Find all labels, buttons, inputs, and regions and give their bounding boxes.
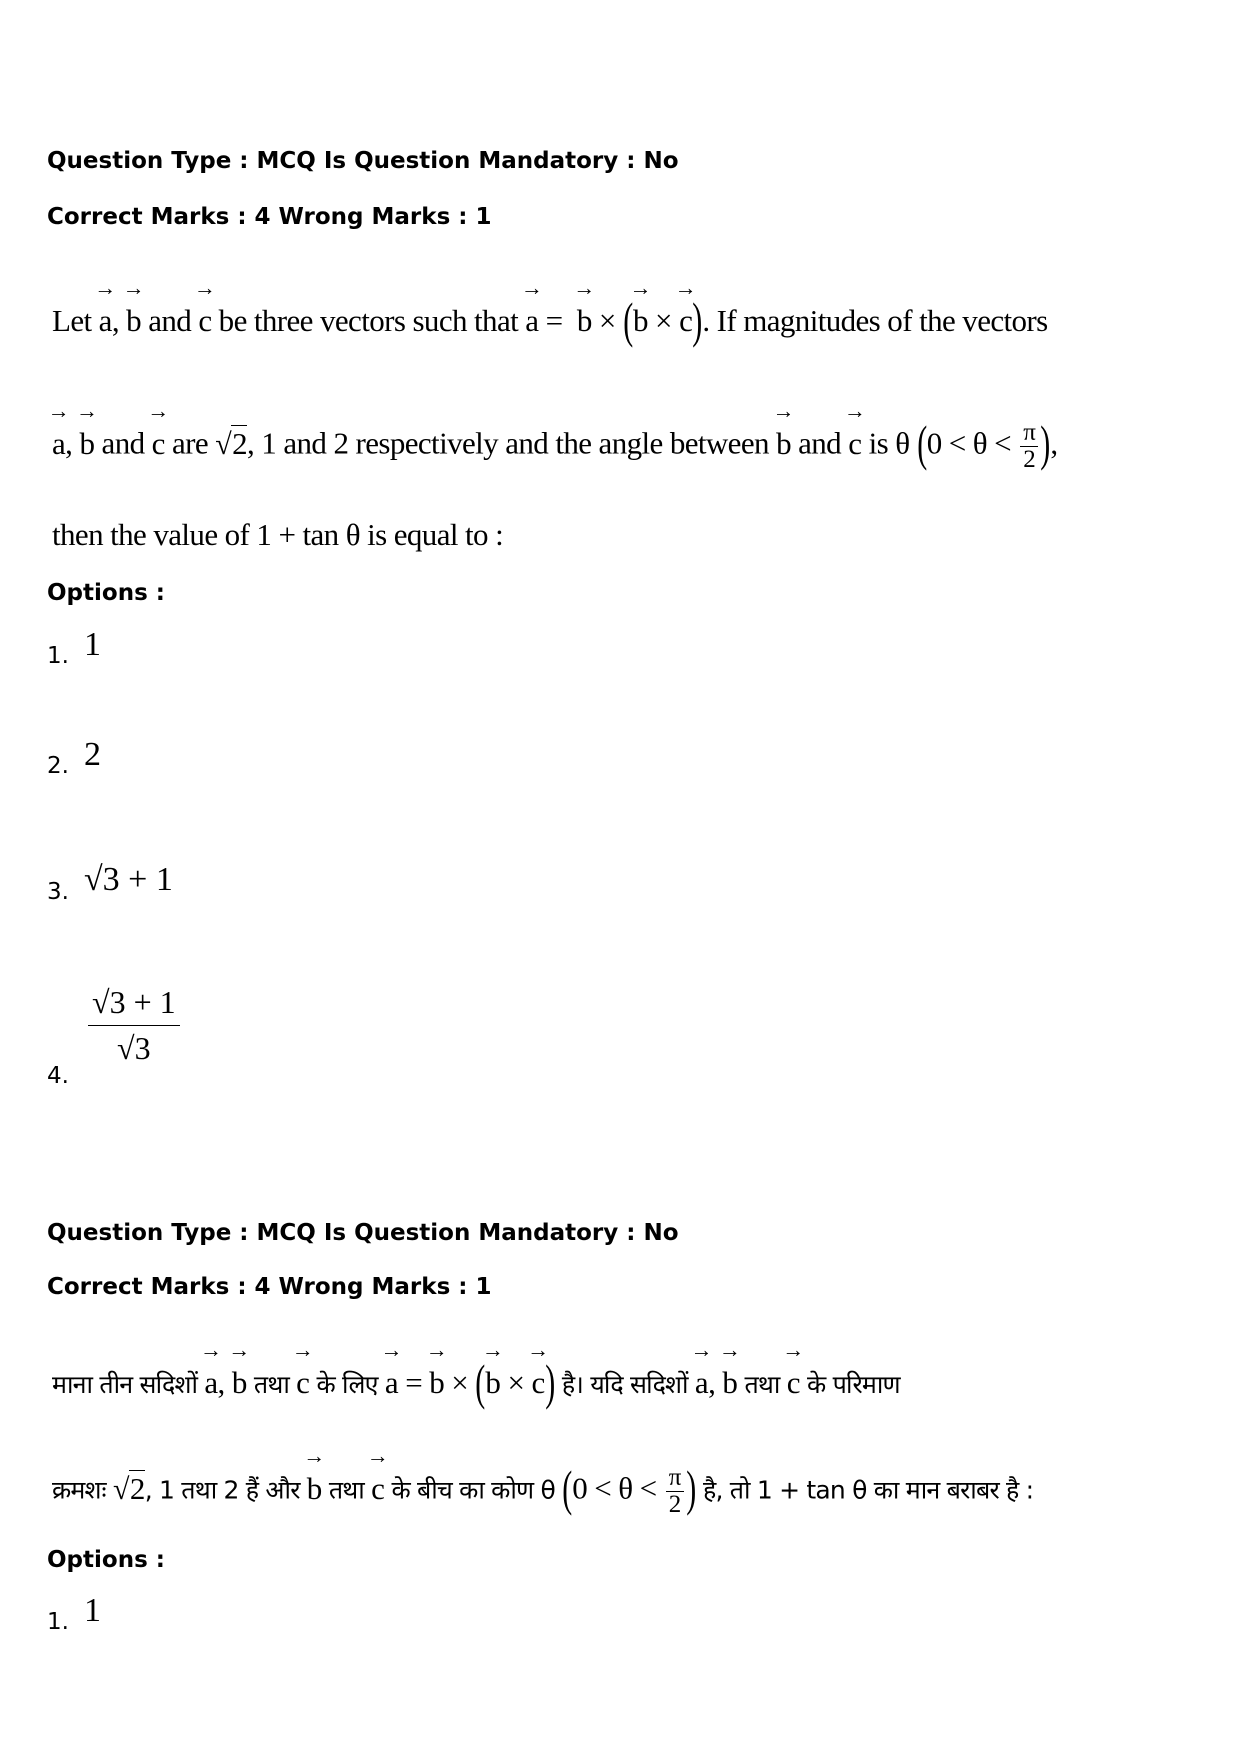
marks-header: Correct Marks : 4 Wrong Marks : 1 [47,204,492,230]
option-number: 3. [47,879,69,905]
option-value: √3 + 1 [84,861,173,898]
option-value: 1 [84,626,101,663]
sqrt-2: √2 [215,425,247,461]
vector-a: → a [99,301,112,341]
pi-over-2: $\frac{\pi}{2}$ [1020,420,1038,473]
vector-b: → b [126,301,141,341]
vector-c: → c [198,301,211,341]
option-number: 2. [47,753,69,779]
question-line-2-hindi: क्रमशः √2, 1 तथा 2 हैं और → b तथा → c के बीच का कोण θ (0 < θ < $\frac{\pi}{2}$ ) है, तो 1 + tan θ का मान बराबर है : [52,1465,1033,1518]
option-number: 4. [47,1063,69,1089]
question-line-1: Let → a, → b and → c be three vectors such that → a = → b × (→ b × → c). If magnitudes of the vectors [52,300,1048,341]
question-line-2: → a, → b and → c are √2, 1 and 2 respectively and the angle between → b and → c is θ (0 < θ < $\frac{\pi}{2}$ ), [52,420,1057,473]
option-fraction [88,984,180,1067]
options-label: Options : [47,1547,165,1573]
option-value: 1 [84,1592,101,1629]
question-line-1-hindi: माना तीन सदिशों → a, → b तथा → c के लिए → a = → b × (→ b × → c) है। यदि सदिशों → a, → b तथा → c के परिमाण [52,1362,900,1405]
question-line-3: then the value of 1 + tan θ is equal to : [52,517,504,552]
question-type-header: Question Type : MCQ Is Question Mandatory : No [47,1220,679,1246]
fraction-denominator: √3 [117,1030,151,1066]
option-number: 1. [47,1609,69,1635]
option-value: 2 [84,736,101,773]
option-number: 1. [47,643,69,669]
marks-header: Correct Marks : 4 Wrong Marks : 1 [47,1274,492,1300]
options-label: Options : [47,580,165,606]
fraction-numerator: √3 + 1 [88,984,180,1026]
question-type-header: Question Type : MCQ Is Question Mandatory : No [47,148,679,174]
